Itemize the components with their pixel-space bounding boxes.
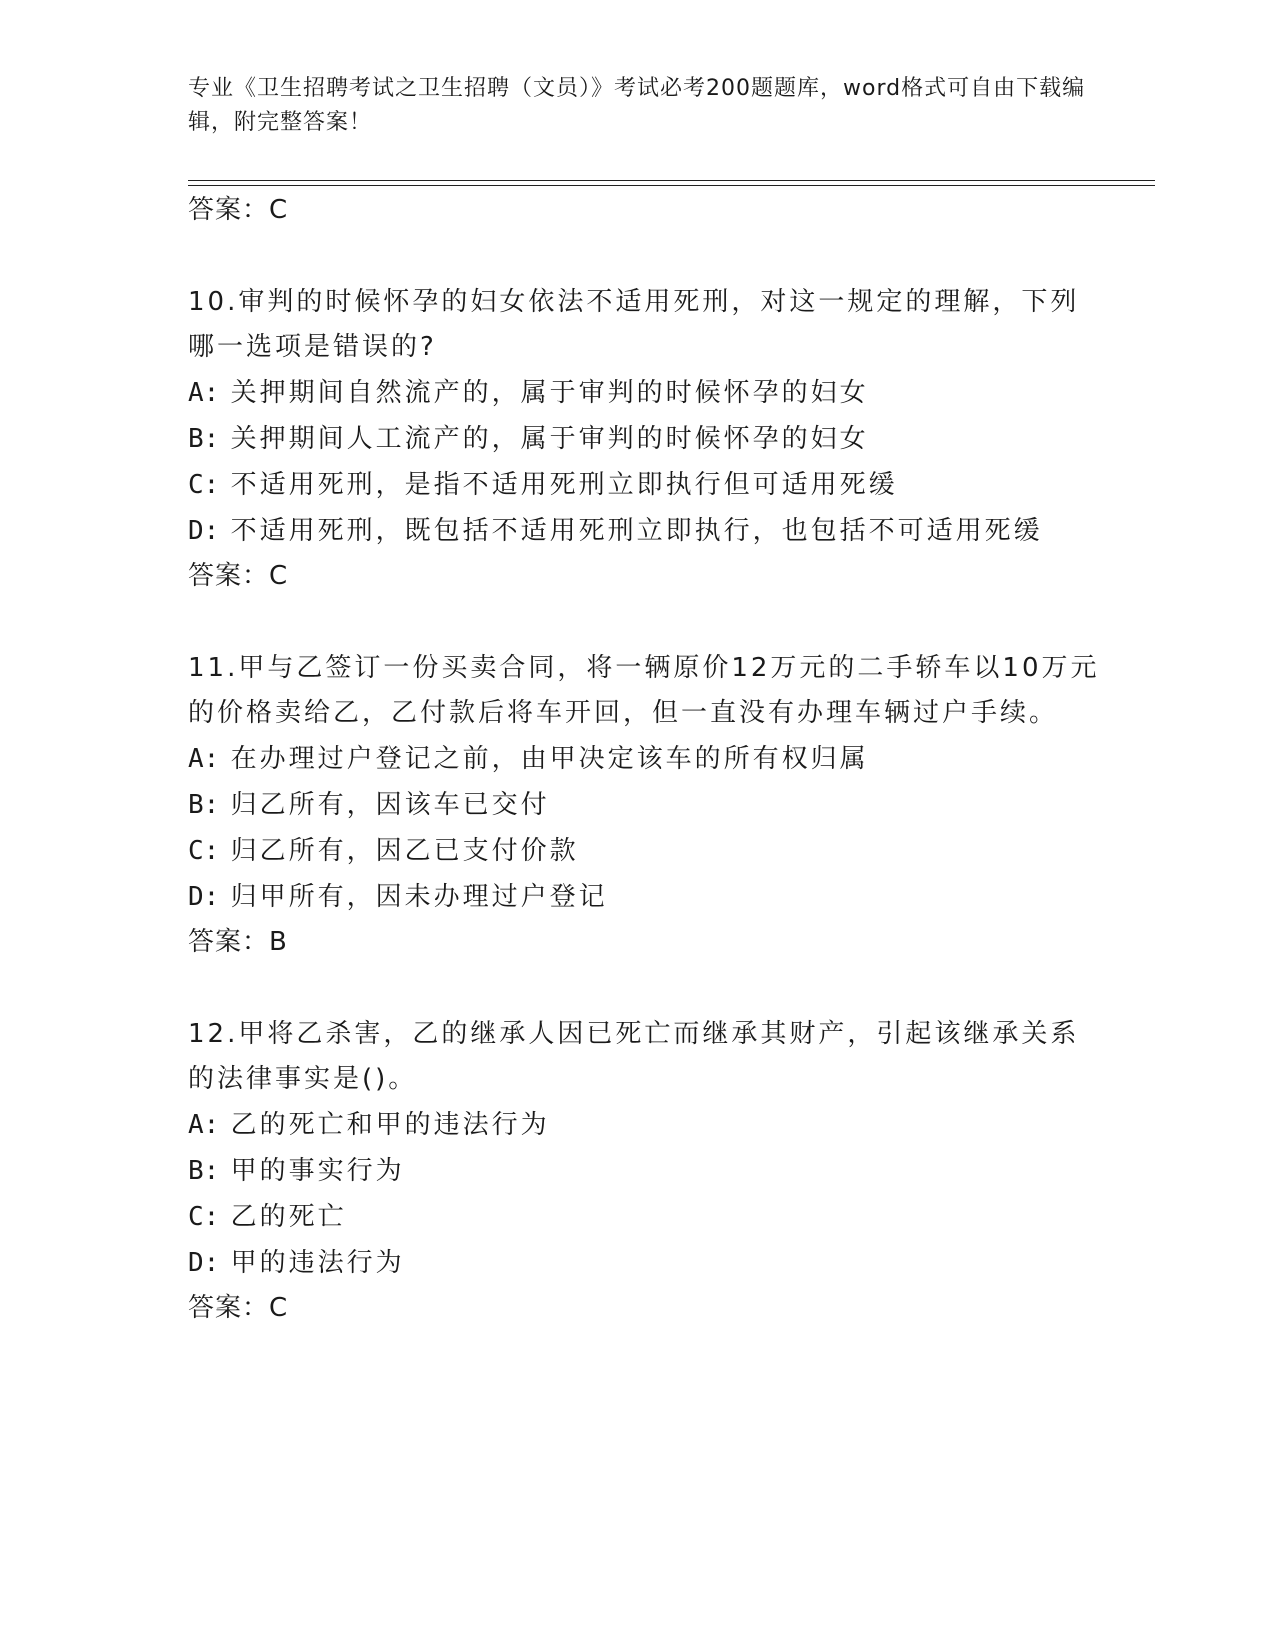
option-letter: C:: [188, 1202, 220, 1232]
question-stem: 12.甲将乙杀害，乙的继承人因已死亡而继承其财产，引起该继承关系的法律事实是()。: [188, 1019, 1080, 1094]
option-letter: C:: [188, 836, 220, 866]
option-letter: B:: [188, 1156, 220, 1186]
question-stem: 10.审判的时候怀孕的妇女依法不适用死刑，对这一规定的理解，下列哪一选项是错误的?: [188, 287, 1080, 362]
answer-line: 答案：C: [188, 195, 289, 225]
answer-line: 答案：B: [188, 927, 288, 957]
answer-option-c: [188, 1194, 1108, 1240]
option-text: 甲的违法行为: [230, 1248, 405, 1278]
answer-option-c: [188, 462, 1108, 508]
spacer: [188, 232, 1108, 280]
option-text: 在办理过户登记之前，由甲决定该车的所有权归属: [230, 744, 869, 774]
answer-option-b: [188, 416, 1108, 462]
option-text: 关押期间人工流产的，属于审判的时候怀孕的妇女: [230, 424, 869, 454]
answer-option-d: [188, 874, 1108, 920]
answer-line: 答案：C: [188, 1293, 289, 1323]
option-letter: D:: [188, 516, 220, 546]
answer-option-a: [188, 1102, 1108, 1148]
option-text: 归甲所有，因未办理过户登记: [230, 882, 608, 912]
page-header-text: 专业《卫生招聘考试之卫生招聘（文员）》考试必考200题题库，word格式可自由下载编辑，附完整答案！: [188, 76, 1086, 135]
header-rule-top: [188, 180, 1155, 181]
option-text: 不适用死刑，是指不适用死刑立即执行但可适用死缓: [230, 470, 898, 500]
question-stem: 11.甲与乙签订一份买卖合同，将一辆原价12万元的二手轿车以10万元的价格卖给乙，乙付款后将车开回，但一直没有办理车辆过户手续。: [188, 653, 1100, 728]
spacer: [188, 964, 1108, 1012]
option-text: 不适用死刑，既包括不适用死刑立即执行，也包括不可适用死缓: [230, 516, 1043, 546]
spacer: [188, 598, 1108, 646]
question-block: [188, 280, 1108, 598]
option-letter: B:: [188, 790, 220, 820]
question-block: [188, 646, 1108, 964]
answer-option-a: [188, 736, 1108, 782]
option-letter: B:: [188, 424, 220, 454]
option-letter: D:: [188, 1248, 220, 1278]
option-text: 归乙所有，因该车已交付: [230, 790, 550, 820]
answer-option-b: [188, 1148, 1108, 1194]
question-block: [188, 1012, 1108, 1330]
option-text: 甲的事实行为: [230, 1156, 405, 1186]
document-content: [188, 188, 1108, 1330]
answer-option-d: [188, 508, 1108, 554]
option-letter: C:: [188, 470, 220, 500]
option-text: 关押期间自然流产的，属于审判的时候怀孕的妇女: [230, 378, 869, 408]
option-text: 乙的死亡: [230, 1202, 347, 1232]
answer-option-a: [188, 370, 1108, 416]
header-rule-bottom: [188, 185, 1155, 186]
answer-option-c: [188, 828, 1108, 874]
answer-option-b: [188, 782, 1108, 828]
answer-option-d: [188, 1240, 1108, 1286]
option-letter: A:: [188, 378, 220, 408]
option-letter: A:: [188, 744, 220, 774]
option-letter: D:: [188, 882, 220, 912]
option-text: 归乙所有，因乙已支付价款: [230, 836, 579, 866]
answer-line: 答案：C: [188, 561, 289, 591]
option-text: 乙的死亡和甲的违法行为: [230, 1110, 550, 1140]
option-letter: A:: [188, 1110, 220, 1140]
